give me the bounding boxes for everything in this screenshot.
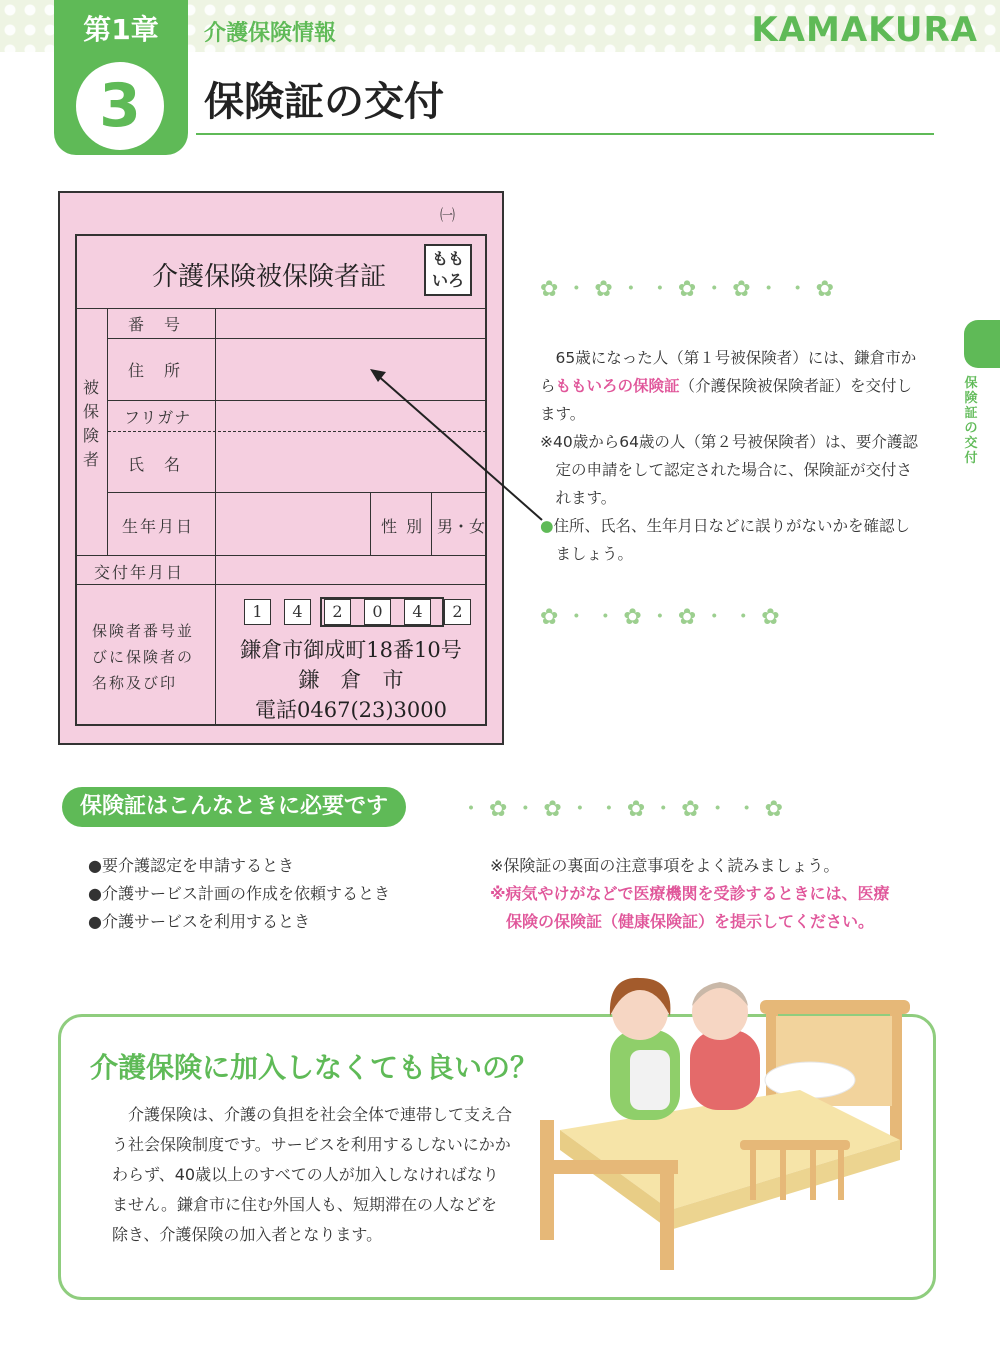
caregiver-illustration <box>540 960 940 1290</box>
number-label: 番 号 <box>128 315 183 334</box>
card-marker: ㈠ <box>440 206 456 224</box>
info-p1-a: 65歳になった人（第１号被保険者）には、鎌倉市から <box>540 349 917 395</box>
insurer-address: 鎌倉市御成町18番10号 <box>240 638 462 662</box>
card-rule <box>108 338 486 339</box>
momo-badge: ももいろ <box>424 244 472 296</box>
insurer-label: 保険者番号並びに保険者の名称及び印 <box>92 622 195 692</box>
needed-item: ●介護サービス計画の作成を依頼するとき <box>88 884 390 903</box>
chapter-label: 第1章 <box>83 13 159 46</box>
card-rule <box>76 584 486 585</box>
gender-label: 性 別 <box>381 517 425 536</box>
side-tab-label: 保険証の交付 <box>964 376 978 466</box>
issue-date-label: 交付年月日 <box>94 563 185 582</box>
gender-options: 男・女 <box>437 517 486 536</box>
card-title: 介護保険被保険者証 <box>152 262 387 292</box>
blossom-decoration: ✿ ・ ✿ ・ ・ ✿ ・ ✿ ・ ・ ✿ <box>540 277 835 302</box>
needed-notes <box>490 852 900 936</box>
needed-item: ●要介護認定を申請するとき <box>88 856 294 875</box>
info-p1-b: （介護保険被保険者証）を交付します。 <box>540 377 913 423</box>
side-tab[interactable] <box>964 320 1000 368</box>
card-rule-v <box>107 308 108 555</box>
note-back-side: ※保険証の裏面の注意事項をよく読みましょう。 <box>490 856 840 875</box>
insurer-digit: 2 <box>444 599 471 625</box>
insurer-digit: 0 <box>364 599 391 625</box>
card-rule <box>76 555 486 556</box>
insurer-digit: 4 <box>404 599 431 625</box>
page-title: 保険証の交付 <box>204 79 444 125</box>
card-rule <box>76 308 486 309</box>
furigana-label: フリガナ <box>124 408 192 427</box>
insurer-digit-highlight <box>320 597 444 627</box>
insurer-digit: 2 <box>324 599 351 625</box>
needed-list <box>88 852 390 936</box>
title-divider <box>196 133 934 135</box>
brand-logo: KAMAKURA <box>751 10 978 50</box>
section-category: 介護保険情報 <box>204 21 337 46</box>
blossom-decoration: ✿ ・ ・ ✿ ・ ✿ ・ ・ ✿ <box>540 605 780 630</box>
address-label: 住 所 <box>128 361 183 380</box>
qa-title: 介護保険に加入しなくても良いの？ <box>90 1051 539 1084</box>
blossom-decoration: ・ ✿ ・ ✿ ・ ・ ✿ ・ ✿ ・ ・ ✿ <box>460 797 784 822</box>
insurer-digit: 4 <box>284 599 311 625</box>
info-p1-highlight: ももいろの保険証 <box>555 377 680 395</box>
needed-heading: 保険証はこんなときに必要です <box>62 787 406 827</box>
insurer-name: 鎌 倉 市 <box>298 668 404 692</box>
pointer-arrow <box>360 360 560 530</box>
chapter-number: 3 <box>76 62 164 150</box>
insurer-phone: 電話0467(23)3000 <box>255 698 447 722</box>
needed-item: ●介護サービスを利用するとき <box>88 912 310 931</box>
insured-label: 被保険者 <box>82 378 99 469</box>
note-medical: ※病気やけがなどで医療機関を受診するときには、医療保険の保険証（健康保険証）を提示してください。 <box>490 884 890 931</box>
qa-body: 介護保険は、介護の負担を社会全体で連帯して支え合う社会保険制度です。サービスを利用するしないにかかわらず、40歳以上のすべての人が加入しなければなりません。鎌倉市に住む外国人も、短期滞在の人などを除き、介護保険の加入者となります。 <box>112 1105 513 1244</box>
info-p3: 住所、氏名、生年月日などに誤りがないかを確認しましょう。 <box>553 517 911 563</box>
insurer-digit: 1 <box>244 599 271 625</box>
card-info-text <box>540 344 920 568</box>
birthdate-label: 生年月日 <box>122 517 195 536</box>
name-label: 氏 名 <box>128 455 183 474</box>
info-p2: ※40歳から64歳の人（第２号被保険者）は、要介護認定の申請をして認定された場合に、保険証が交付されます。 <box>540 433 918 507</box>
green-bullet: ● <box>540 517 554 535</box>
